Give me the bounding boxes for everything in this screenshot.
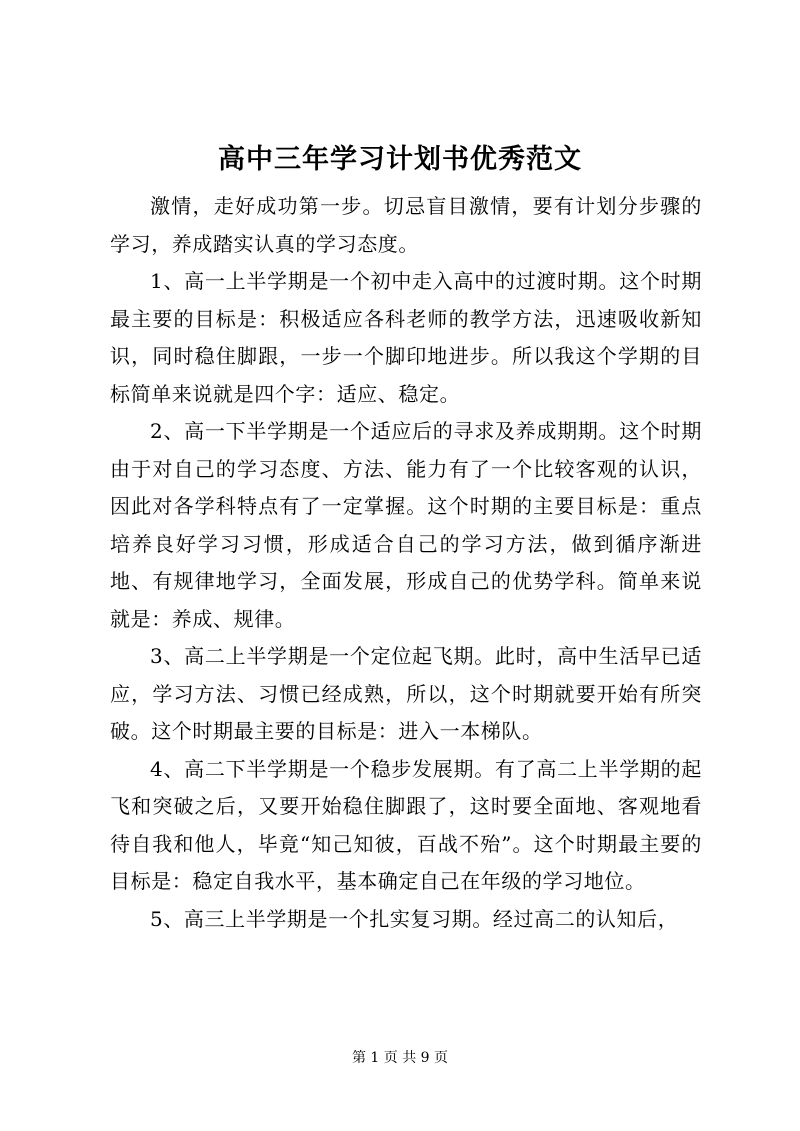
paragraph-item-5: 5、高三上半学期是一个扎实复习期。经过高二的认知后， xyxy=(150,906,679,931)
paragraph-intro: 激情，走好成功第一步。切忌盲目激情，要有计划分步骤的学习，养成踏实认真的学习态度。 xyxy=(110,194,702,256)
document-title: 高中三年学习计划书优秀范文 xyxy=(218,144,582,175)
paragraph-item-4: 4、高二下半学期是一个稳步发展期。有了高二上半学期的起飞和突破之后，又要开始稳住脚跟了，这时要全面地、客观地看待自我和他人，毕竟“知己知彼，百战不殆”。这个时期最主要的目标是：稳定自我水平，基本确定自己在年级的学习地位。 xyxy=(110,756,702,893)
page-footer: 第 1 页 共 9 页 xyxy=(351,1050,449,1066)
paragraph-item-3: 3、高二上半学期是一个定位起飞期。此时，高中生活早已适应，学习方法、习惯已经成熟，所以，这个时期就要开始有所突破。这个时期最主要的目标是：进入一本梯队。 xyxy=(110,644,702,743)
paragraph-item-1: 1、高一上半学期是一个初中走入高中的过渡时期。这个时期最主要的目标是：积极适应各科老师的教学方法，迅速吸收新知识，同时稳住脚跟，一步一个脚印地进步。所以我这个学期的目标简单来说就是四个字：适应、稳定。 xyxy=(110,269,702,406)
paragraph-item-2: 2、高一下半学期是一个适应后的寻求及养成期期。这个时期由于对自己的学习态度、方法、能力有了一个比较客观的认识，因此对各学科特点有了一定掌握。这个时期的主要目标是：重点培养良好学习习惯，形成适合自己的学习方法，做到循序渐进地、有规律地学习，全面发展，形成自己的优势学科。简单来说就是：养成、规律。 xyxy=(110,419,702,631)
document-body xyxy=(110,188,702,938)
